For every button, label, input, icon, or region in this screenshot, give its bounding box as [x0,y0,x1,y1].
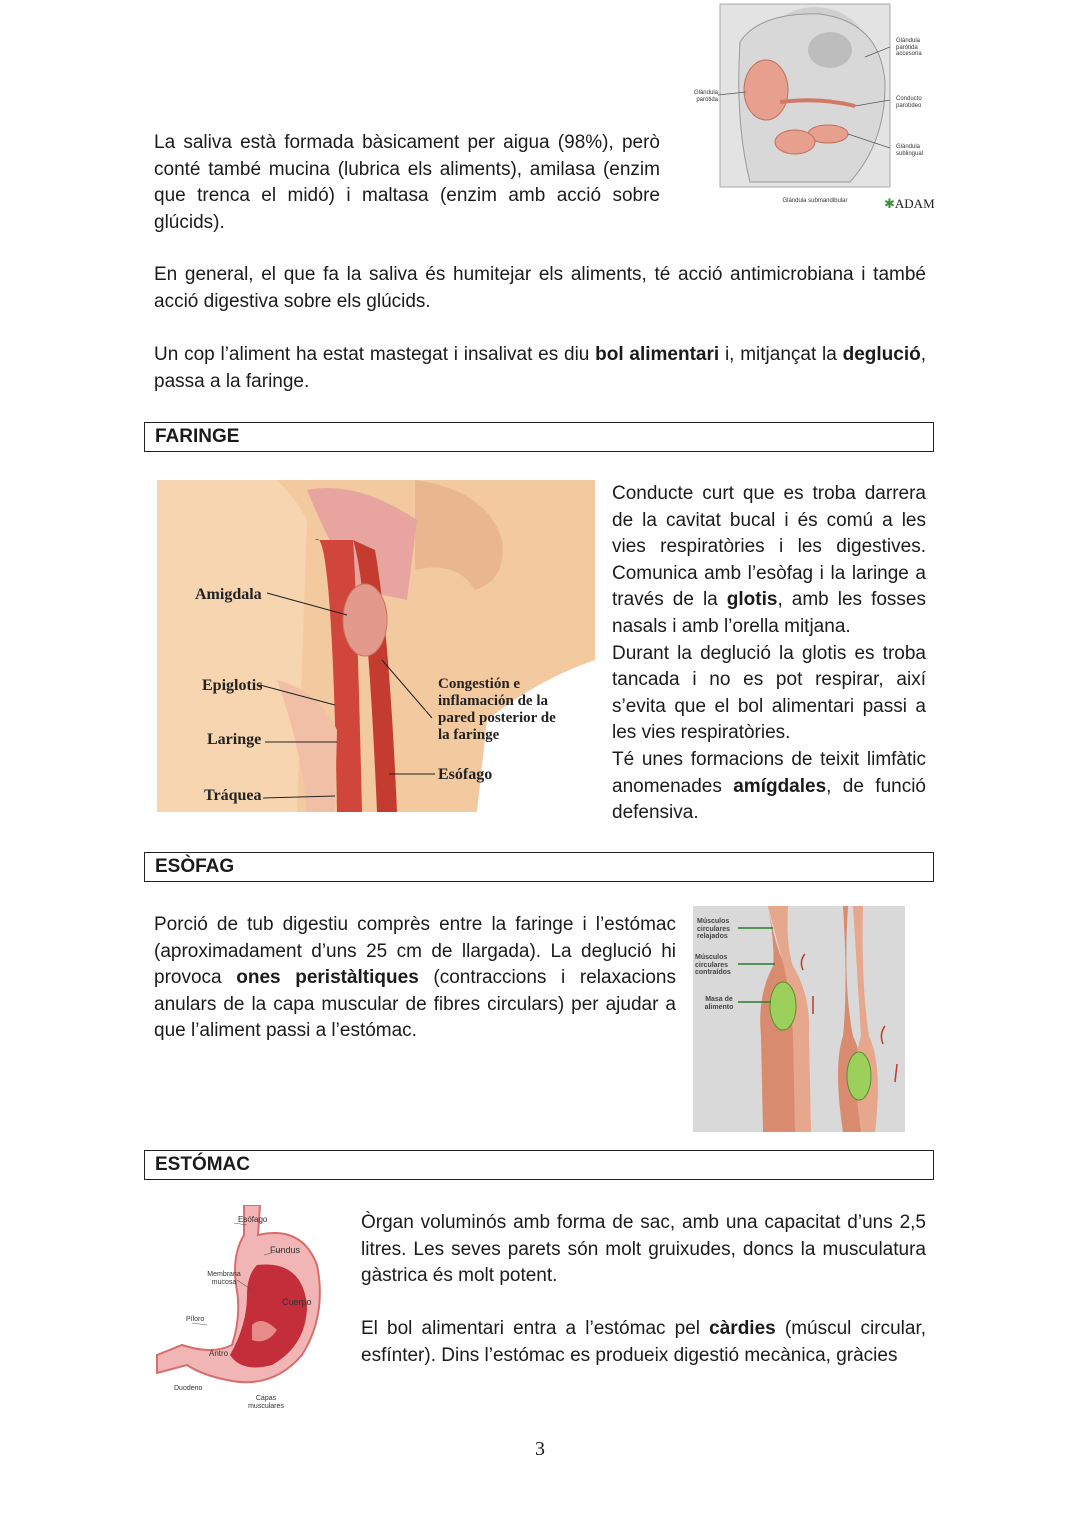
label-stomach-esofago: Esófago [238,1215,268,1224]
faringe-text-1-end: , amb les fosses nasals i amb l’orella mitjana. [612,589,927,637]
label-traquea: Tráquea [204,787,262,804]
bol-paragraph [154,342,926,395]
label-esofago: Esófago [438,766,493,783]
label-cuerpo: Cuerpo [282,1297,312,1307]
faringe-text-1: Conducte curt que es troba darrera de la cavitat bucal i és comú a les vies respiratòries i les digestives. Comunica amb l’esòfag i la laringe a través de la [612,483,926,611]
faringe-paragraph-3 [612,747,926,827]
section-heading-esofag: ESÒFAG [144,852,934,882]
bol-term: bol alimentari [595,344,720,365]
label-capas: Capas musculares [248,1395,284,1410]
adam-logo [884,196,935,212]
faringe-paragraph-2: Durant la deglució la glotis es troba tancada i no es pot respirar, així s’evita que el bol alimentari passi a les vies respiratòries. [612,642,926,744]
esofag-text-1: Porció de tub digestiu comprès entre la faringe i l’estómac (aproximadament d’uns 25 cm de llargada). La deglució hi provoca [154,914,676,989]
stomach-figure [152,1205,347,1420]
faringe-paragraph-1 [612,481,926,641]
estomac-text-2: (múscul circular, esfínter). Dins l’estómac es produeix digestió mecànica, gràcies [361,1318,926,1366]
label-submandibular-gland: Glándula submandibular [782,198,848,204]
label-accessory-parotid: Glándula parótida accesoria [896,38,922,57]
esofag-paragraph [154,912,676,1045]
adam-star-icon: ✱ [884,196,895,211]
section-heading-estomac: ESTÓMAC [144,1150,934,1180]
faringe-text-3-end: , de funció defensiva. [612,775,926,824]
saliva-paragraph: La saliva està formada bàsicament per aigua (98%), però conté també mucina (lubrica els aliments), amilasa (enzim que trenca el midó) i maltasa (enzim amb acció sobre glúcids). [154,132,660,233]
faringe-text-3: Té unes formacions de teixit limfàtic anomenades [612,748,926,797]
label-parotid-gland: Glándula parótida [693,90,718,103]
label-food-mass: Masa de alimento [704,996,734,1011]
esofag-text-2: (contraccions i relaxacions anulars de la capa muscular de fibres circulars) per ajudar a que l’aliment passi a l’estómac. [154,967,676,1042]
label-mucosa: Membrana mucosa [207,1271,241,1286]
page-number: 3 [535,1438,545,1460]
label-laringe: Laringe [207,731,262,748]
bol-text-2: i, mitjançat la [719,344,843,365]
peristalsis-figure [693,906,905,1132]
label-antro: Antro [209,1349,229,1358]
bol-text-1: Un cop l’aliment ha estat mastegat i insalivat es diu [154,344,596,365]
bol-text-3: , passa a la faringe. [154,344,926,392]
adam-brand-text: ADAM [894,196,935,211]
label-duodeno: Duodeno [174,1385,203,1392]
label-sublingual-gland: Glándula sublingual [896,144,924,157]
estomac-paragraph-1: Òrgan voluminós amb forma de sac, amb una capacitat d’uns 2,5 litres. Les seves parets són molt gruixudes, doncs la musculatura gàstrica és molt potent. [361,1212,926,1287]
label-contracted-muscles: Músculos circulares contraídos [695,954,731,976]
pharynx-figure [157,480,595,812]
cardies-term: càrdies [709,1318,776,1339]
faringe-description [612,481,926,827]
label-congestion: Congestión e inflamación de la pared posterior de la faringe [438,676,556,743]
label-relaxed-muscles: Músculos circulares relajados [697,918,731,940]
label-amigdala: Amigdala [195,586,262,603]
deglucio-term: deglució [842,344,921,365]
section-heading-faringe: FARINGE [144,422,934,452]
label-fundus: Fundus [270,1245,301,1255]
label-piloro: Píloro [186,1316,205,1323]
salivary-glands-figure [680,2,940,214]
amigdales-term: amígdales [733,775,827,797]
label-parotid-duct: Conducto parotídeo [896,96,922,109]
label-epiglotis: Epiglotis [202,677,263,694]
glotis-term: glotis [726,589,778,611]
estomac-text-1: El bol alimentari entra a l’estómac pel [361,1318,710,1339]
saliva-general-paragraph: En general, el que fa la saliva és humitejar els aliments, té acció antimicrobiana i també acció digestiva sobre els glúcids. [154,264,926,312]
peristaltic-term: ones peristàltiques [236,967,419,989]
estomac-paragraph-2 [361,1316,926,1369]
pharynx-illustration [157,480,595,812]
